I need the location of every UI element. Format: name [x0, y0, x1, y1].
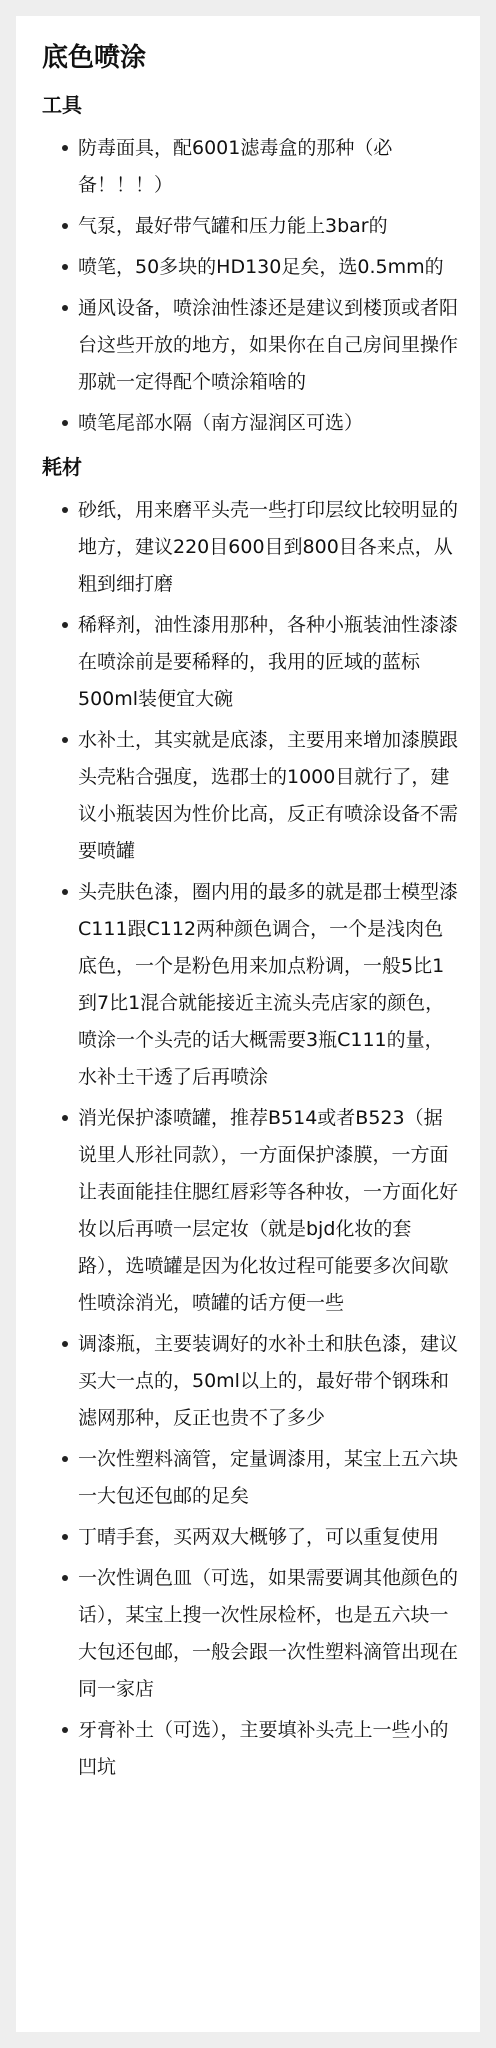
list-item-text: 丁晴手套，买两双大概够了，可以重复使用: [78, 1526, 440, 1548]
bullet-icon: [62, 1456, 68, 1462]
list-item: [42, 208, 458, 245]
bullet-icon: [62, 1575, 68, 1581]
list-item: [42, 722, 458, 870]
list-item-text: 喷笔，50多块的HD130足矣，选0.5mm的: [78, 256, 444, 278]
article-card: [16, 16, 480, 2032]
list-item-text: 牙膏补土（可选），主要填补头壳上一些小的凹坑: [78, 1719, 449, 1778]
section-heading-consumables: 耗材: [42, 455, 82, 479]
bullet-icon: [62, 420, 68, 426]
list-item: [42, 290, 458, 401]
bullet-icon: [62, 622, 68, 628]
list-item: [42, 1712, 458, 1786]
list-item-text: 头壳肤色漆，圈内用的最多的就是郡士模型漆C111跟C112两种颜色调合，一个是浅肉色底色，一个是粉色用来加点粉调，一般5比1到7比1混合就能接近主流头壳店家的颜色，喷涂一个头壳的话大概需要3瓶C111的量，水补土干透了后再喷涂: [78, 881, 459, 1088]
list-item-text: 调漆瓶，主要装调好的水补土和肤色漆，建议买大一点的，50ml以上的，最好带个钢珠和滤网那种，反正也贵不了多少: [78, 1333, 459, 1429]
list-item-text: 防毒面具，配6001滤毒盒的那种（必备！！！）: [78, 137, 393, 196]
list-item-text: 稀释剂，油性漆用那种，各种小瓶装油性漆漆在喷涂前是要稀释的，我用的匠域的蓝标500ml装便宜大碗: [78, 614, 459, 710]
list-item: [42, 130, 458, 204]
list-item: [42, 1326, 458, 1437]
bullet-icon: [62, 305, 68, 311]
bullet-icon: [62, 264, 68, 270]
list-item: [42, 1441, 458, 1515]
list-item: [42, 607, 458, 718]
list-item: [42, 492, 458, 603]
list-item-text: 喷笔尾部水隔（南方湿润区可选）: [78, 412, 364, 434]
list-item-text: 砂纸，用来磨平头壳一些打印层纹比较明显的地方，建议220目600目到800目各来点，从粗到细打磨: [78, 499, 459, 595]
bullet-icon: [62, 1115, 68, 1121]
list-item-text: 水补土，其实就是底漆，主要用来增加漆膜跟头壳粘合强度，选郡士的1000目就行了，建议小瓶装因为性价比高，反正有喷涂设备不需要喷罐: [78, 729, 459, 862]
list-item: [42, 249, 458, 286]
bullet-icon: [62, 507, 68, 513]
consumables-list: [42, 492, 458, 1786]
list-item-text: 一次性塑料滴管，定量调漆用，某宝上五六块一大包还包邮的足矣: [78, 1448, 459, 1507]
list-item: [42, 405, 458, 442]
bullet-icon: [62, 737, 68, 743]
list-item-text: 气泵，最好带气罐和压力能上3bar的: [78, 215, 388, 237]
bullet-icon: [62, 1341, 68, 1347]
tools-list: [42, 130, 458, 442]
list-item: [42, 1560, 458, 1708]
bullet-icon: [62, 1534, 68, 1540]
section-tools: [42, 90, 458, 442]
bullet-icon: [62, 145, 68, 151]
page-title: 底色喷涂: [42, 43, 147, 73]
list-item-text: 一次性调色皿（可选，如果需要调其他颜色的话），某宝上搜一次性尿检杯，也是五六块一大包还包邮，一般会跟一次性塑料滴管出现在同一家店: [78, 1567, 459, 1700]
bullet-icon: [62, 223, 68, 229]
list-item: [42, 1100, 458, 1322]
list-item-text: 消光保护漆喷罐，推荐B514或者B523（据说里人形社同款），一方面保护漆膜，一方面让表面能挂住腮红唇彩等各种妆，一方面化好妆以后再喷一层定妆（就是bjd化妆的套路），选喷罐是因为化妆过程可能要多次间歇性喷涂消光，喷罐的话方便一些: [78, 1107, 459, 1314]
list-item: [42, 1519, 458, 1556]
bullet-icon: [62, 889, 68, 895]
list-item: [42, 874, 458, 1096]
section-consumables: [42, 452, 458, 1786]
list-item-text: 通风设备，喷涂油性漆还是建议到楼顶或者阳台这些开放的地方，如果你在自己房间里操作那就一定得配个喷涂箱啥的: [78, 297, 459, 393]
bullet-icon: [62, 1727, 68, 1733]
section-heading-tools: 工具: [42, 93, 82, 117]
